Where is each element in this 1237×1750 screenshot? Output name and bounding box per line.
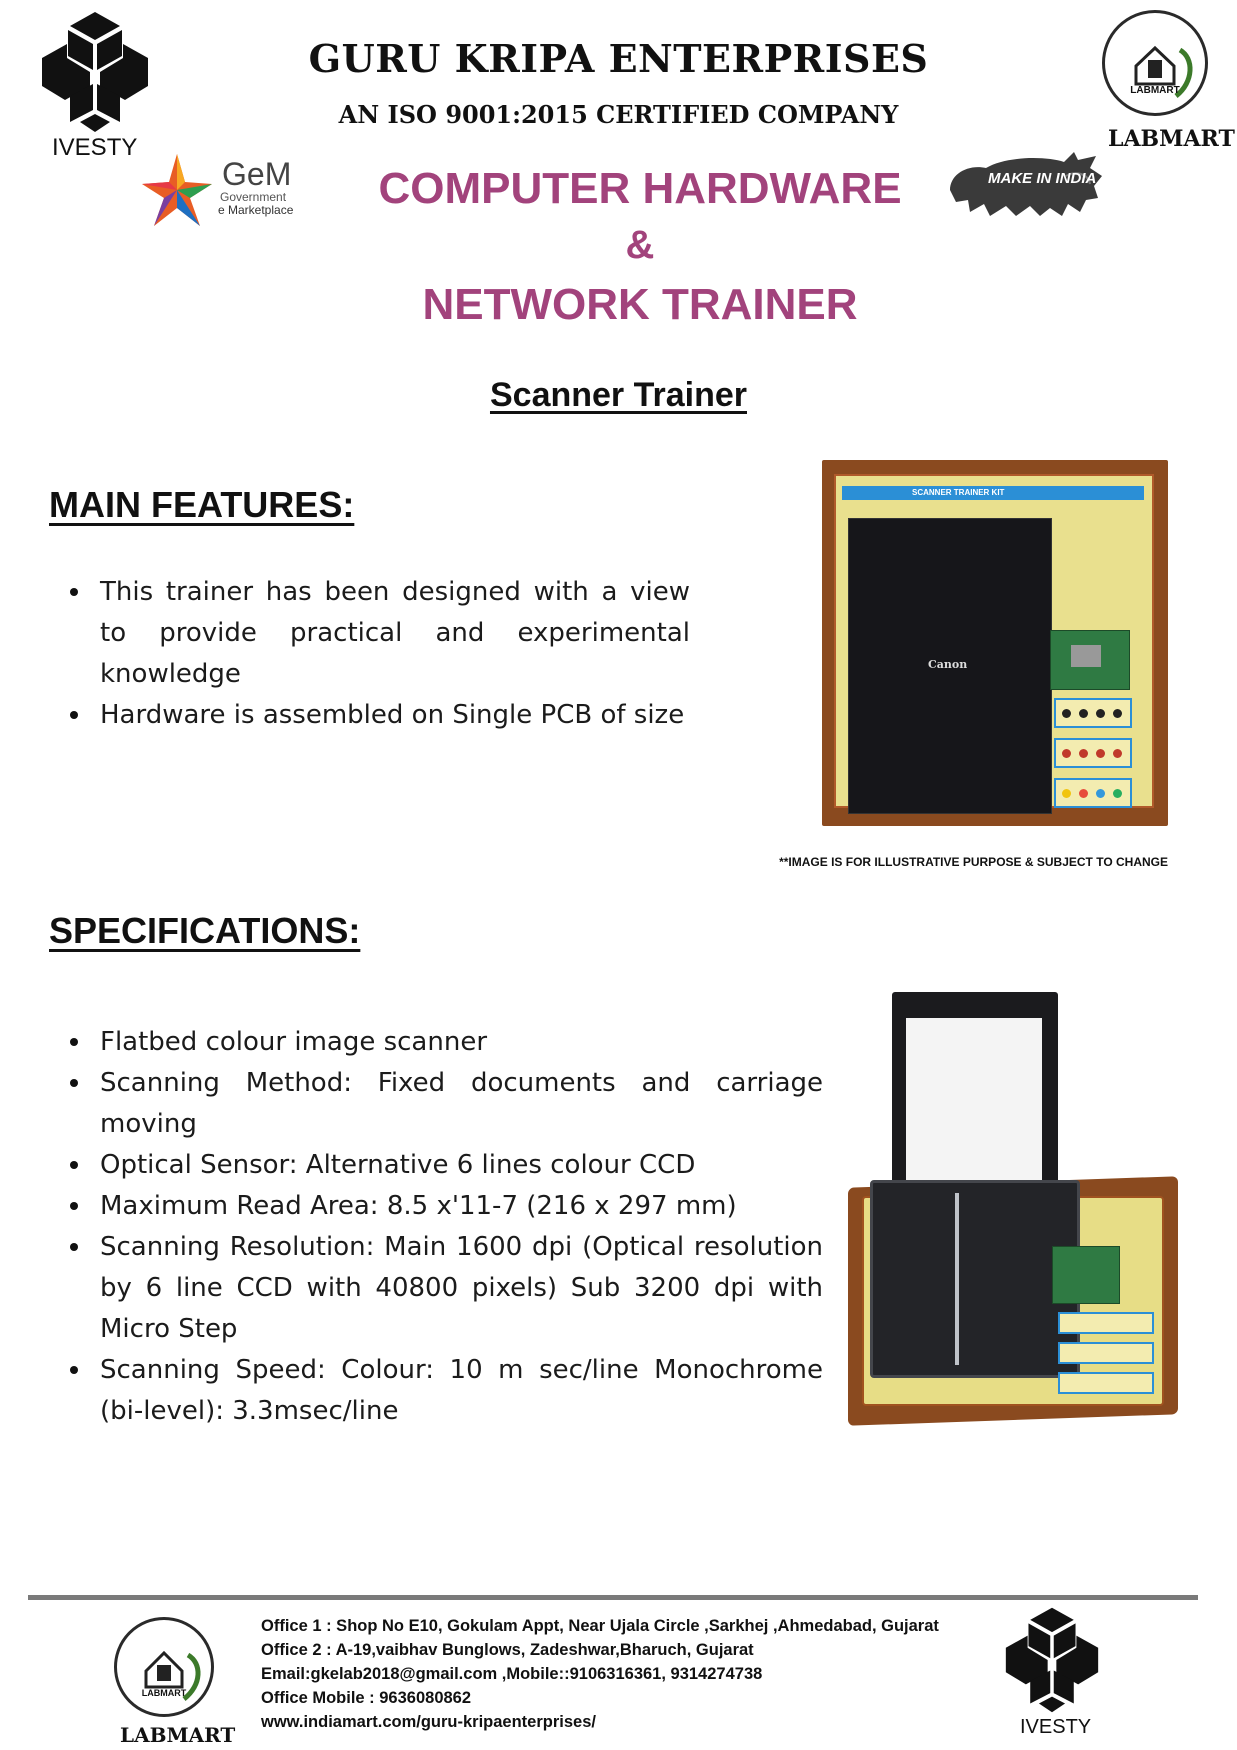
test-point-panel <box>1054 778 1132 808</box>
make-in-india-label: MAKE IN INDIA <box>988 170 1097 187</box>
gem-logo-line1: Government <box>220 190 287 204</box>
list-item: Flatbed colour image scanner <box>50 1022 823 1063</box>
labmart-house-icon <box>114 1617 214 1717</box>
list-item: This trainer has been designed with a view to provide practical and experimental knowledge <box>50 572 690 695</box>
email-mobile: Email:gkelab2018@gmail.com ,Mobile::9106316361, 9314274738 <box>261 1665 763 1683</box>
scanner-trainer-photo <box>822 460 1168 826</box>
test-point-panel <box>1058 1372 1154 1394</box>
main-features-heading: MAIN FEATURES: <box>49 484 355 525</box>
labmart-logo <box>1102 10 1208 116</box>
footer-labmart-logo <box>114 1617 214 1717</box>
pcb-board <box>1050 630 1130 690</box>
website-link[interactable]: www.indiamart.com/guru-kripaenterprises/ <box>261 1713 596 1731</box>
office-1-address: Office 1 : Shop No E10, Gokulam Appt, Near Ujala Circle ,Sarkhej ,Ahmedabad, Gujarat <box>261 1617 939 1635</box>
scanner-lid-open <box>892 992 1058 1194</box>
labmart-badge-text: LABMART <box>1130 85 1180 96</box>
gem-logo-line2: e Marketplace <box>218 203 294 217</box>
labmart-house-icon <box>1102 10 1208 116</box>
product-line-2: NETWORK TRAINER <box>422 280 858 329</box>
document-title-text: Scanner Trainer <box>489 376 747 414</box>
trainer-title-text: SCANNER TRAINER KIT <box>912 488 1005 497</box>
list-item: Scanning Resolution: Main 1600 dpi (Optical resolution by 6 line CCD with 40800 pixels) Sub 3200 dpi with Micro Step <box>50 1227 823 1350</box>
footer-ivesty-logo-icon <box>1004 1606 1100 1714</box>
gem-star-icon <box>140 152 214 228</box>
fault-switch-panel <box>1058 1342 1154 1364</box>
list-item: Scanning Speed: Colour: 10 m sec/line Monochrome (bi-level): 3.3msec/line <box>50 1350 823 1432</box>
pcb-board <box>1052 1246 1120 1304</box>
contact-info <box>261 1614 939 1734</box>
operating-card-panel <box>1058 1312 1154 1334</box>
specifications-heading: SPECIFICATIONS: <box>49 910 361 951</box>
labmart-badge-text: LABMART <box>141 1688 187 1698</box>
specifications-list <box>50 1022 823 1432</box>
footer-divider <box>28 1595 1198 1600</box>
product-line-ampersand: & <box>625 223 655 267</box>
make-in-india-logo <box>946 146 1106 226</box>
footer-labmart-label: LABMART <box>120 1723 236 1747</box>
ivesty-brand-label: IVESTY <box>52 134 138 161</box>
gem-logo-word: GeM <box>222 156 292 192</box>
company-name: GURU KRIPA ENTERPRISES <box>308 36 929 81</box>
list-item: Optical Sensor: Alternative 6 lines colour CCD <box>50 1145 823 1186</box>
document-title <box>0 376 1237 415</box>
footer-ivesty-label: IVESTY <box>1020 1716 1092 1738</box>
list-item: Maximum Read Area: 8.5 x'11-7 (216 x 297 mm) <box>50 1186 823 1227</box>
scanner-brand-text: Canon <box>928 658 968 671</box>
operating-card-panel <box>1054 698 1132 728</box>
fault-switch-panel <box>1054 738 1132 768</box>
office-mobile: Office Mobile : 9636080862 <box>261 1689 472 1707</box>
scanner-open-photo <box>848 990 1178 1428</box>
list-item: Scanning Method: Fixed documents and carriage moving <box>50 1063 823 1145</box>
product-line-1: COMPUTER HARDWARE <box>378 164 902 213</box>
scanner-glass-bed <box>870 1180 1080 1378</box>
labmart-brand-label: LABMART <box>1108 126 1235 152</box>
certification-line: AN ISO 9001:2015 CERTIFIED COMPANY <box>338 100 899 129</box>
image-caption: **IMAGE IS FOR ILLUSTRATIVE PURPOSE & SUBJECT TO CHANGE <box>779 855 1168 869</box>
list-item: Hardware is assembled on Single PCB of size <box>50 695 690 736</box>
main-features-list <box>50 572 690 736</box>
office-2-address: Office 2 : A-19,vaibhav Bunglows, Zadeshwar,Bharuch, Gujarat <box>261 1641 754 1659</box>
